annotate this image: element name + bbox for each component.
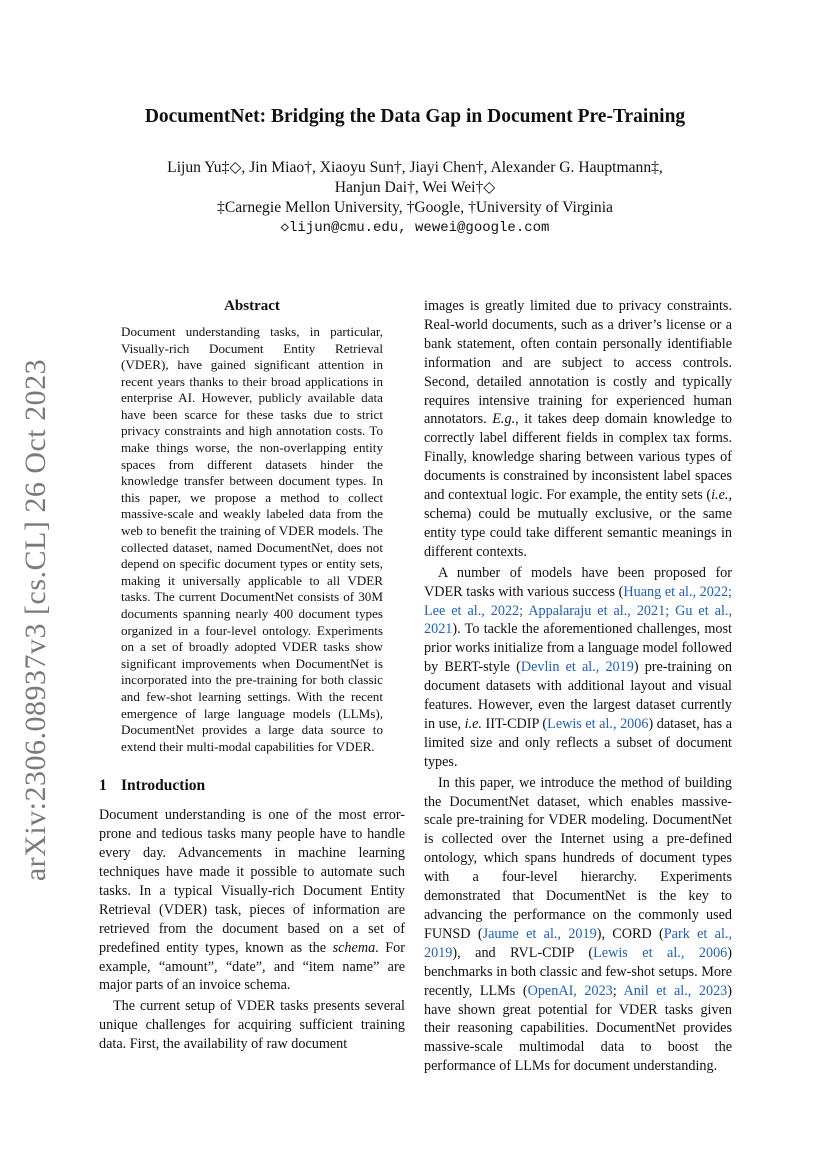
citation-link[interactable]: Park et al., 2019: [424, 925, 732, 961]
p3-text-d: IIT-CDIP (: [481, 715, 548, 732]
right-column: [424, 297, 732, 1076]
abstract-heading: Abstract: [224, 298, 280, 314]
intro-p1-text: Document understanding is one of the most error-prone and tedious tasks many people have to handle every day. Advancements in machine learning techniques have made it possible to automate such tasks. In a typical Visually-rich Document Entity Retrieval (VDER) task, pieces of information are retrieved from the document based on a set of predefined entity types, known as the: [99, 807, 405, 956]
p4-text-d: ) benchmarks in both classic and few-shot setups. More recently, LLMs (: [424, 944, 732, 999]
p4-text-a: In this paper, we introduce the method of building the DocumentNet dataset, which enables massive-scale pre-training for VDER modeling. DocumentNet is collected over the Internet using a pre-defined ontology, which spans hundreds of document types with a four-level hierarchy. Experiments demonstrated that DocumentNet is the key to advancing the performance on the commonly used FUNSD (: [424, 774, 732, 942]
section-number: 1: [99, 777, 107, 795]
citation-link[interactable]: Lewis et al., 2006: [593, 944, 728, 961]
p4-text-b: ), CORD (: [596, 925, 664, 942]
citation-link[interactable]: Lewis et al., 2006: [547, 715, 649, 732]
p2-eg: E.g.: [492, 411, 516, 428]
left-column: [99, 297, 405, 1054]
p3-ie: i.e.: [464, 715, 482, 732]
intro-p1-emphasis: schema: [332, 939, 376, 956]
section-title: Introduction: [121, 777, 206, 795]
paper-header: [100, 104, 730, 238]
affiliations: ‡Carnegie Mellon University, †Google, †University of Virginia: [217, 199, 613, 216]
p2-ie: i.e.: [711, 487, 729, 504]
citation-link[interactable]: Anil et al., 2023: [623, 982, 728, 999]
p3-text-e: ) dataset, has a limited size and only reflects a subset of document types.: [424, 715, 733, 770]
p2-text-a: images is greatly limited due to privacy constraints. Real-world documents, such as a driver’s license or a bank statement, often contain personally identifiable information and are subject to access controls. Second, detailed annotation is costly and typically requires intensive training for experienced human annotators.: [424, 298, 732, 428]
author-block: [100, 158, 730, 238]
intro-p1-text-end: . For example, “amount”, “date”, and “item name” are major parts of an invoice schema.: [99, 939, 405, 994]
intro-paragraph-1: [99, 806, 405, 995]
author-emails: ◇lijun@cmu.edu, wewei@google.com: [280, 220, 550, 236]
citation-link[interactable]: OpenAI, 2023: [527, 982, 613, 999]
citation-link[interactable]: Jaume et al., 2019: [482, 925, 597, 942]
paper-title: DocumentNet: Bridging the Data Gap in Document Pre-Training: [144, 106, 686, 127]
p3-text-b: ). To tackle the aforementioned challenges, most prior works initialize from a language model followed by BERT-style (: [424, 621, 732, 676]
intro-paragraph-2-start: The current setup of VDER tasks presents several unique challenges for acquiring sufficient training data. First, the availability of raw document: [99, 998, 405, 1053]
p4-text-e: ) have shown great potential for VDER tasks given their reasoning capabilities. DocumentNet provides massive-scale multimodal data to boost the performance of LLMs for document understanding.: [424, 982, 732, 1075]
citation-link[interactable]: Devlin et al., 2019: [520, 659, 634, 676]
p3-text-c: ) pre-training on document datasets with additional layout and visual features. However, even the largest dataset currently in use,: [424, 659, 732, 732]
authors-line-2: Hanjun Dai†, Wei Wei†◇: [334, 179, 496, 196]
authors-line-1: Lijun Yu‡◇, Jin Miao†, Xiaoyu Sun†, Jiayi Chen†, Alexander G. Hauptmann‡,: [167, 159, 663, 176]
p4-separator: ;: [612, 982, 624, 999]
p2-text-c: , schema) could be mutually exclusive, or the same entity type could take different semantic meanings in different contexts.: [424, 487, 732, 560]
p3-text-a: A number of models have been proposed for VDER tasks with various success (: [424, 564, 732, 600]
p4-text-c: ), and RVL-CDIP (: [452, 944, 594, 961]
citation-link[interactable]: Huang et al., 2022; Lee et al., 2022; Appalaraju et al., 2021; Gu et al., 2021: [424, 583, 732, 638]
intro-paragraph-2-cont: [424, 297, 732, 562]
abstract-text: Document understanding tasks, in particular, Visually-rich Document Entity Retrieval (VDER), have gained significant attention in recent years thanks to their broad applications in enterprise AI. However, publicly available data have been scarce for these tasks due to strict privacy constraints and high annotation costs. To make things worse, the non-overlapping entity spaces from different datasets hinder the knowledge transfer between document types. In this paper, we propose a method to collect massive-scale and weakly labeled data from the web to benefit the training of VDER models. The collected dataset, named DocumentNet, does not depend on specific document types or entity sets, making it universally applicable to all VDER tasks. The current DocumentNet consists of 30M documents spanning nearly 400 document types organized in a four-level ontology. Experiments on a set of broadly adopted VDER tasks show significant improvements when DocumentNet is incorporated into the pre-training for both classic and few-shot learning settings. With the recent emergence of large language models (LLMs), DocumentNet provides a large data source to extend their multi-modal capabilities for VDER.: [121, 323, 383, 754]
section-heading-introduction: [99, 777, 405, 796]
intro-paragraph-3: [424, 564, 732, 772]
arxiv-id: arXiv:2306.08937v3 [cs.CL] 26 Oct 2023: [19, 358, 52, 882]
arxiv-sidebar-stamp: [18, 360, 54, 880]
intro-paragraph-4: [424, 774, 732, 1077]
p2-text-b: , it takes deep domain knowledge to correctly label different fields in complex tax forms. Finally, knowledge sharing between various types of documents is constrained by inconsistent label spaces and contextual logic. For example, the entity sets (: [424, 411, 732, 504]
